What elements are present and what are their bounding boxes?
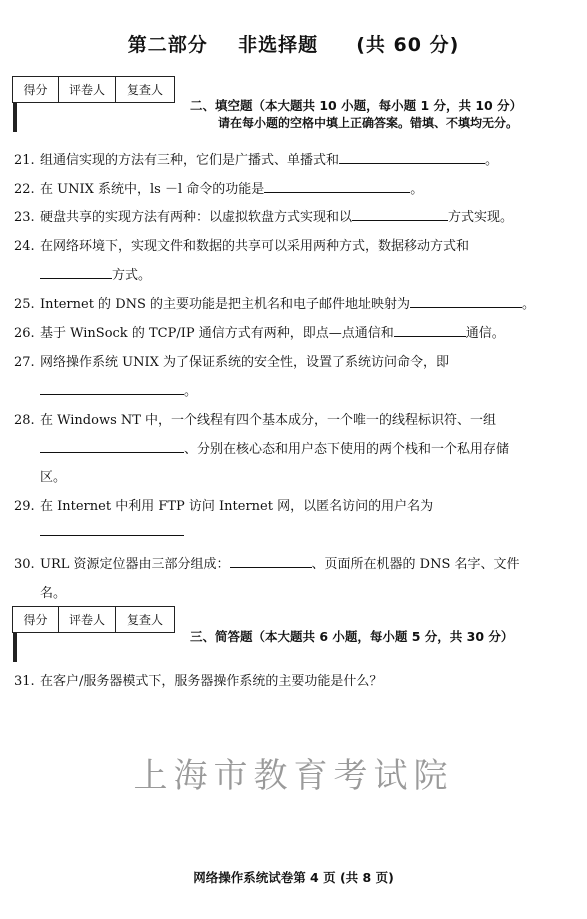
watermark-text: 上海市教育考试院: [133, 756, 454, 796]
answer-blank: [230, 556, 312, 568]
question-27-continued: 。: [40, 380, 197, 399]
score-header-score: 得分: [13, 607, 59, 633]
question-22: 22. 在 UNIX 系统中，ls －l 命令的功能是 。: [14, 182, 424, 197]
reviewer-cell: [15, 104, 16, 132]
answer-blank: [339, 152, 485, 164]
answer-blank: [40, 267, 112, 279]
question-26: 26. 基于 WinSock 的 TCP/IP 通信方式有两种，即点—点通信和 通信。: [14, 326, 505, 341]
answer-blank: [410, 296, 522, 308]
reviewer-cell: [15, 634, 16, 662]
page-footer: 网络操作系统试卷第 4 页 (共 8 页): [193, 870, 394, 885]
question-31: 31. 在客户/服务器模式下，服务器操作系统的主要功能是什么？: [14, 674, 383, 689]
question-29-continued: [40, 524, 184, 540]
question-25: 25. Internet 的 DNS 的主要功能是把主机名和电子邮件地址映射为 。: [14, 297, 536, 312]
score-header-score: 得分: [13, 77, 59, 103]
answer-blank: [394, 325, 466, 337]
score-table-section2: [12, 76, 175, 118]
question-21: 21. 组通信实现的方法有三种，它们是广播式、单播式和 。: [14, 153, 499, 168]
question-30: 30. URL 资源定位器由三部分组成： 、页面所在机器的 DNS 名字、文件: [14, 557, 520, 572]
score-header-reviewer: 复查人: [116, 607, 175, 633]
section3-heading: 三、简答题（本大题共 6 小题，每小题 5 分，共 30 分）: [190, 629, 514, 644]
answer-blank: [40, 524, 184, 536]
score-header-reviewer: 复查人: [116, 77, 175, 103]
page-title: 第二部分 非选择题 (共 60 分): [127, 34, 460, 56]
question-24: 24. 在网络环境下，实现文件和数据的共享可以采用两种方式，数据移动方式和: [14, 239, 470, 254]
answer-blank: [352, 209, 448, 221]
question-28-continued: 、分别在核心态和用户态下使用的两个栈和一个私用存储: [40, 438, 509, 457]
score-header-grader: 评卷人: [59, 77, 116, 103]
question-29: 29. 在 Internet 中利用 FTP 访问 Internet 网，以匿名访问的用户名为: [14, 499, 434, 514]
section2-heading: 二、填空题（本大题共 10 小题，每小题 1 分，共 10 分）: [190, 98, 523, 113]
section2-instructions: 请在每小题的空格中填上正确答案。错填、不填均无分。: [218, 116, 519, 130]
question-28: 28. 在 Windows NT 中，一个线程有四个基本成分，一个唯一的线程标识符、一组: [14, 413, 497, 428]
score-table-section3: [12, 606, 175, 648]
question-24-continued: 方式。: [40, 264, 151, 283]
question-28-line3: 区。: [40, 470, 67, 485]
answer-blank: [40, 383, 184, 395]
question-23: 23. 硬盘共享的实现方法有两种：以虚拟软盘方式实现和以 方式实现。: [14, 210, 514, 225]
score-header-grader: 评卷人: [59, 607, 116, 633]
answer-blank: [40, 441, 184, 453]
question-27: 27. 网络操作系统 UNIX 为了保证系统的安全性，设置了系统访问命令，即: [14, 355, 449, 370]
answer-blank: [264, 181, 410, 193]
question-30-continued: 名。: [40, 586, 67, 601]
